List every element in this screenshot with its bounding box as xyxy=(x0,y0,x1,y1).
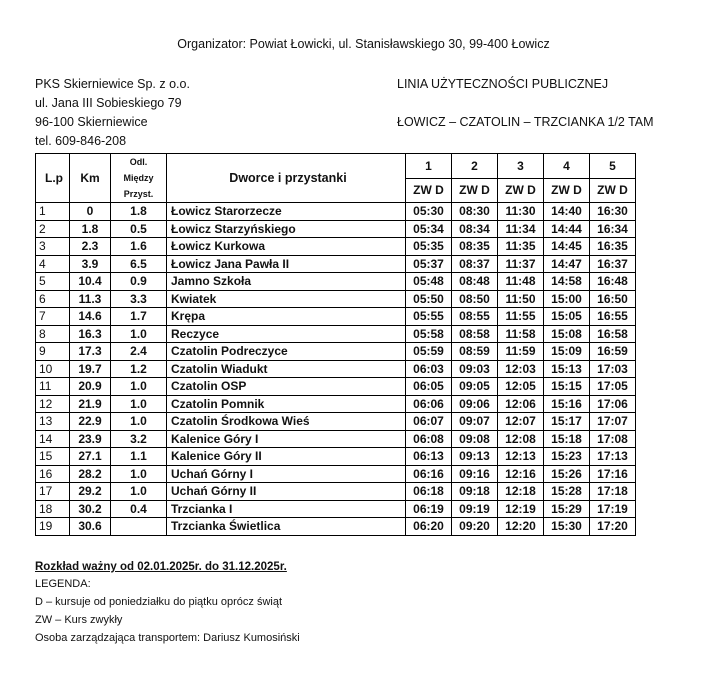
row-km: 11.3 xyxy=(70,290,111,308)
row-departure-time: 09:05 xyxy=(452,378,498,396)
row-distance: 3.2 xyxy=(111,430,167,448)
table-row xyxy=(36,255,636,273)
course-number: 2 xyxy=(452,154,498,179)
row-departure-time: 09:20 xyxy=(452,518,498,536)
row-departure-time: 16:58 xyxy=(590,325,636,343)
row-departure-time: 12:03 xyxy=(498,360,544,378)
course-number: 4 xyxy=(544,154,590,179)
row-departure-time: 16:55 xyxy=(590,308,636,326)
row-departure-time: 06:19 xyxy=(406,500,452,518)
row-departure-time: 05:37 xyxy=(406,255,452,273)
row-departure-time: 17:03 xyxy=(590,360,636,378)
row-departure-time: 16:34 xyxy=(590,220,636,238)
table-row xyxy=(36,500,636,518)
row-departure-time: 11:50 xyxy=(498,290,544,308)
row-distance: 3.3 xyxy=(111,290,167,308)
table-row xyxy=(36,343,636,361)
row-lp: 4 xyxy=(36,255,70,273)
table-row xyxy=(36,430,636,448)
row-stop-name: Czatolin Środkowa Wieś xyxy=(167,413,406,431)
row-departure-time: 11:35 xyxy=(498,238,544,256)
carrier-street: ul. Jana III Sobieskiego 79 xyxy=(35,96,182,110)
course-mark: ZW D xyxy=(498,178,544,203)
row-distance: 1.7 xyxy=(111,308,167,326)
table-row xyxy=(36,518,636,536)
row-departure-time: 15:30 xyxy=(544,518,590,536)
row-departure-time: 11:58 xyxy=(498,325,544,343)
row-departure-time: 15:16 xyxy=(544,395,590,413)
row-departure-time: 15:18 xyxy=(544,430,590,448)
row-departure-time: 12:20 xyxy=(498,518,544,536)
row-stop-name: Trzcianka Świetlica xyxy=(167,518,406,536)
row-departure-time: 17:05 xyxy=(590,378,636,396)
row-departure-time: 17:19 xyxy=(590,500,636,518)
row-stop-name: Czatolin Pomnik xyxy=(167,395,406,413)
row-distance: 0.4 xyxy=(111,500,167,518)
row-distance: 1.1 xyxy=(111,448,167,466)
row-departure-time: 11:55 xyxy=(498,308,544,326)
row-km: 1.8 xyxy=(70,220,111,238)
row-distance: 1.2 xyxy=(111,360,167,378)
row-stop-name: Uchań Górny I xyxy=(167,465,406,483)
header-km: Km xyxy=(70,154,111,203)
row-departure-time: 12:05 xyxy=(498,378,544,396)
row-departure-time: 11:59 xyxy=(498,343,544,361)
row-km: 27.1 xyxy=(70,448,111,466)
row-km: 17.3 xyxy=(70,343,111,361)
row-departure-time: 12:16 xyxy=(498,465,544,483)
row-lp: 17 xyxy=(36,483,70,501)
row-distance: 0.5 xyxy=(111,220,167,238)
row-km: 29.2 xyxy=(70,483,111,501)
row-lp: 11 xyxy=(36,378,70,396)
row-lp: 8 xyxy=(36,325,70,343)
row-km: 28.2 xyxy=(70,465,111,483)
row-departure-time: 17:20 xyxy=(590,518,636,536)
table-row xyxy=(36,308,636,326)
timetable xyxy=(35,153,636,536)
row-departure-time: 16:37 xyxy=(590,255,636,273)
table-row xyxy=(36,483,636,501)
row-lp: 2 xyxy=(36,220,70,238)
row-km: 21.9 xyxy=(70,395,111,413)
row-stop-name: Kalenice Góry I xyxy=(167,430,406,448)
row-departure-time: 11:30 xyxy=(498,203,544,221)
header-distance-line3: Przyst. xyxy=(123,189,154,199)
row-departure-time: 06:05 xyxy=(406,378,452,396)
row-lp: 14 xyxy=(36,430,70,448)
validity-period: Rozkład ważny od 02.01.2025r. do 31.12.2025r. xyxy=(35,561,287,573)
row-stop-name: Kalenice Góry II xyxy=(167,448,406,466)
row-departure-time: 14:58 xyxy=(544,273,590,291)
header-distance xyxy=(111,154,167,203)
row-departure-time: 16:35 xyxy=(590,238,636,256)
row-departure-time: 17:06 xyxy=(590,395,636,413)
table-row xyxy=(36,395,636,413)
row-lp: 19 xyxy=(36,518,70,536)
row-departure-time: 12:07 xyxy=(498,413,544,431)
row-lp: 5 xyxy=(36,273,70,291)
row-lp: 15 xyxy=(36,448,70,466)
row-departure-time: 17:08 xyxy=(590,430,636,448)
row-departure-time: 08:59 xyxy=(452,343,498,361)
row-departure-time: 16:59 xyxy=(590,343,636,361)
row-stop-name: Łowicz Jana Pawła II xyxy=(167,255,406,273)
header-stops: Dworce i przystanki xyxy=(167,154,406,203)
row-departure-time: 15:17 xyxy=(544,413,590,431)
course-mark: ZW D xyxy=(452,178,498,203)
row-departure-time: 15:29 xyxy=(544,500,590,518)
row-departure-time: 05:30 xyxy=(406,203,452,221)
row-departure-time: 09:06 xyxy=(452,395,498,413)
row-stop-name: Kwiatek xyxy=(167,290,406,308)
carrier-city: 96-100 Skierniewice xyxy=(35,115,148,129)
row-departure-time: 11:34 xyxy=(498,220,544,238)
row-departure-time: 15:05 xyxy=(544,308,590,326)
row-departure-time: 14:45 xyxy=(544,238,590,256)
row-departure-time: 15:26 xyxy=(544,465,590,483)
row-departure-time: 12:13 xyxy=(498,448,544,466)
row-departure-time: 06:16 xyxy=(406,465,452,483)
row-departure-time: 14:40 xyxy=(544,203,590,221)
header-distance-line1: Odl. xyxy=(129,157,148,167)
line-route: ŁOWICZ – CZATOLIN – TRZCIANKA 1/2 TAM xyxy=(397,115,654,129)
row-km: 14.6 xyxy=(70,308,111,326)
carrier-name: PKS Skierniewice Sp. z o.o. xyxy=(35,77,190,91)
row-stop-name: Reczyce xyxy=(167,325,406,343)
row-stop-name: Jamno Szkoła xyxy=(167,273,406,291)
row-departure-time: 17:16 xyxy=(590,465,636,483)
row-distance: 1.0 xyxy=(111,395,167,413)
table-row xyxy=(36,360,636,378)
row-departure-time: 08:37 xyxy=(452,255,498,273)
row-departure-time: 08:58 xyxy=(452,325,498,343)
row-departure-time: 15:00 xyxy=(544,290,590,308)
row-departure-time: 09:07 xyxy=(452,413,498,431)
row-departure-time: 06:07 xyxy=(406,413,452,431)
row-distance: 1.6 xyxy=(111,238,167,256)
row-departure-time: 08:50 xyxy=(452,290,498,308)
row-departure-time: 15:23 xyxy=(544,448,590,466)
row-departure-time: 08:55 xyxy=(452,308,498,326)
course-number: 5 xyxy=(590,154,636,179)
row-departure-time: 12:06 xyxy=(498,395,544,413)
organizer-line: Organizator: Powiat Łowicki, ul. Stanisławskiego 30, 99-400 Łowicz xyxy=(177,37,550,51)
row-distance: 1.0 xyxy=(111,378,167,396)
row-lp: 9 xyxy=(36,343,70,361)
row-departure-time: 11:37 xyxy=(498,255,544,273)
course-mark: ZW D xyxy=(406,178,452,203)
row-departure-time: 12:18 xyxy=(498,483,544,501)
row-km: 19.7 xyxy=(70,360,111,378)
course-number: 3 xyxy=(498,154,544,179)
row-departure-time: 09:18 xyxy=(452,483,498,501)
table-row xyxy=(36,238,636,256)
table-row xyxy=(36,448,636,466)
legend-zw: ZW – Kurs zwykły xyxy=(35,614,123,626)
row-lp: 10 xyxy=(36,360,70,378)
row-departure-time: 09:19 xyxy=(452,500,498,518)
course-number: 1 xyxy=(406,154,452,179)
row-departure-time: 14:44 xyxy=(544,220,590,238)
row-distance: 1.0 xyxy=(111,325,167,343)
table-row xyxy=(36,220,636,238)
row-departure-time: 08:35 xyxy=(452,238,498,256)
row-km: 20.9 xyxy=(70,378,111,396)
row-stop-name: Czatolin Podreczyce xyxy=(167,343,406,361)
row-departure-time: 15:15 xyxy=(544,378,590,396)
row-departure-time: 06:20 xyxy=(406,518,452,536)
row-stop-name: Łowicz Starzyńskiego xyxy=(167,220,406,238)
row-stop-name: Uchań Górny II xyxy=(167,483,406,501)
row-distance: 6.5 xyxy=(111,255,167,273)
row-distance: 1.0 xyxy=(111,483,167,501)
row-distance: 0.9 xyxy=(111,273,167,291)
row-departure-time: 09:13 xyxy=(452,448,498,466)
course-mark: ZW D xyxy=(590,178,636,203)
table-row xyxy=(36,273,636,291)
row-departure-time: 05:59 xyxy=(406,343,452,361)
row-departure-time: 17:13 xyxy=(590,448,636,466)
row-km: 3.9 xyxy=(70,255,111,273)
row-departure-time: 05:50 xyxy=(406,290,452,308)
row-departure-time: 15:09 xyxy=(544,343,590,361)
row-km: 2.3 xyxy=(70,238,111,256)
row-departure-time: 16:50 xyxy=(590,290,636,308)
row-departure-time: 09:16 xyxy=(452,465,498,483)
row-lp: 6 xyxy=(36,290,70,308)
row-departure-time: 15:13 xyxy=(544,360,590,378)
row-distance: 2.4 xyxy=(111,343,167,361)
row-lp: 7 xyxy=(36,308,70,326)
row-departure-time: 05:35 xyxy=(406,238,452,256)
table-row xyxy=(36,465,636,483)
row-departure-time: 11:48 xyxy=(498,273,544,291)
table-row xyxy=(36,413,636,431)
row-departure-time: 15:08 xyxy=(544,325,590,343)
row-departure-time: 06:08 xyxy=(406,430,452,448)
transport-manager: Osoba zarządzająca transportem: Dariusz Kumosiński xyxy=(35,632,300,644)
row-stop-name: Łowicz Starorzecze xyxy=(167,203,406,221)
row-departure-time: 06:06 xyxy=(406,395,452,413)
row-lp: 16 xyxy=(36,465,70,483)
row-departure-time: 05:55 xyxy=(406,308,452,326)
row-km: 30.6 xyxy=(70,518,111,536)
row-departure-time: 14:47 xyxy=(544,255,590,273)
row-distance: 1.0 xyxy=(111,413,167,431)
table-row xyxy=(36,290,636,308)
row-lp: 18 xyxy=(36,500,70,518)
row-lp: 3 xyxy=(36,238,70,256)
row-km: 22.9 xyxy=(70,413,111,431)
row-departure-time: 15:28 xyxy=(544,483,590,501)
row-lp: 13 xyxy=(36,413,70,431)
course-mark: ZW D xyxy=(544,178,590,203)
row-departure-time: 05:48 xyxy=(406,273,452,291)
row-departure-time: 12:08 xyxy=(498,430,544,448)
row-departure-time: 06:13 xyxy=(406,448,452,466)
row-departure-time: 09:08 xyxy=(452,430,498,448)
row-departure-time: 09:03 xyxy=(452,360,498,378)
row-departure-time: 16:48 xyxy=(590,273,636,291)
row-km: 0 xyxy=(70,203,111,221)
line-type: LINIA UŻYTECZNOŚCI PUBLICZNEJ xyxy=(397,77,609,91)
table-row xyxy=(36,325,636,343)
row-stop-name: Czatolin OSP xyxy=(167,378,406,396)
row-stop-name: Łowicz Kurkowa xyxy=(167,238,406,256)
table-row xyxy=(36,378,636,396)
row-departure-time: 17:18 xyxy=(590,483,636,501)
row-departure-time: 05:34 xyxy=(406,220,452,238)
row-departure-time: 08:34 xyxy=(452,220,498,238)
row-km: 30.2 xyxy=(70,500,111,518)
row-km: 16.3 xyxy=(70,325,111,343)
row-distance: 1.8 xyxy=(111,203,167,221)
carrier-phone: tel. 609-846-208 xyxy=(35,134,127,148)
legend-d: D – kursuje od poniedziałku do piątku oprócz świąt xyxy=(35,596,283,608)
row-km: 10.4 xyxy=(70,273,111,291)
row-departure-time: 16:30 xyxy=(590,203,636,221)
row-departure-time: 17:07 xyxy=(590,413,636,431)
row-departure-time: 06:03 xyxy=(406,360,452,378)
row-lp: 1 xyxy=(36,203,70,221)
row-departure-time: 06:18 xyxy=(406,483,452,501)
legend-title: LEGENDA: xyxy=(35,578,91,590)
row-departure-time: 12:19 xyxy=(498,500,544,518)
header-distance-line2: Między xyxy=(123,173,154,183)
row-distance xyxy=(111,518,167,536)
row-lp: 12 xyxy=(36,395,70,413)
row-km: 23.9 xyxy=(70,430,111,448)
row-departure-time: 05:58 xyxy=(406,325,452,343)
row-distance: 1.0 xyxy=(111,465,167,483)
row-stop-name: Krępa xyxy=(167,308,406,326)
row-stop-name: Trzcianka I xyxy=(167,500,406,518)
table-row xyxy=(36,203,636,221)
row-departure-time: 08:30 xyxy=(452,203,498,221)
row-departure-time: 08:48 xyxy=(452,273,498,291)
row-stop-name: Czatolin Wiadukt xyxy=(167,360,406,378)
header-lp: L.p xyxy=(36,154,70,203)
